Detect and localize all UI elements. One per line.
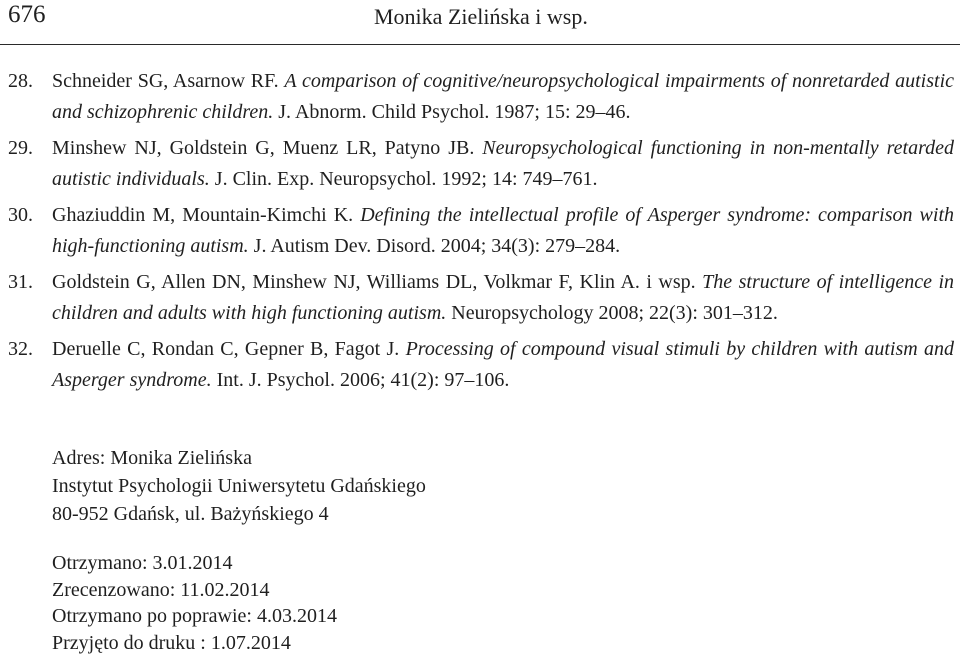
reference-number: 28. bbox=[8, 70, 33, 92]
accepted-date: Przyjęto do druku : 1.07.2014 bbox=[52, 631, 291, 654]
reference-list bbox=[8, 66, 954, 401]
reference-source: J. Autism Dev. Disord. 2004; 34(3): 279–284. bbox=[253, 235, 621, 257]
reference-number: 32. bbox=[8, 338, 33, 360]
reference-source: J. Clin. Exp. Neuropsychol. 1992; 14: 749–761. bbox=[214, 168, 598, 190]
received-date: Otrzymano: 3.01.2014 bbox=[52, 552, 233, 574]
reference-number: 29. bbox=[8, 137, 33, 159]
reference-title: Defining the intellectual profile of Asperger syndrome: comparison with high-functioning autism. bbox=[52, 204, 954, 257]
reference-item bbox=[8, 334, 954, 396]
address-name-line: Adres: Monika Zielińska bbox=[52, 447, 252, 469]
header-rule bbox=[0, 44, 960, 45]
reference-authors: Minshew NJ, Goldstein G, Muenz LR, Patyno JB. bbox=[52, 137, 475, 159]
reference-number: 31. bbox=[8, 271, 33, 293]
reference-authors: Schneider SG, Asarnow RF. bbox=[52, 70, 279, 92]
correspondence-address bbox=[52, 444, 426, 528]
reference-item bbox=[8, 200, 954, 262]
reference-item bbox=[8, 66, 954, 128]
reference-authors: Ghaziuddin M, Mountain-Kimchi K. bbox=[52, 204, 354, 226]
revised-date: Otrzymano po poprawie: 4.03.2014 bbox=[52, 605, 337, 627]
address-street-line: 80-952 Gdańsk, ul. Bażyńskiego 4 bbox=[52, 503, 329, 525]
reviewed-date: Zrecenzowano: 11.02.2014 bbox=[52, 578, 270, 601]
reference-title: Neuropsychological functioning in non-mentally retarded autistic individuals. bbox=[52, 137, 955, 190]
reference-title: Processing of compound visual stimuli by children with autism and Asperger syndrome. bbox=[52, 338, 954, 391]
page-header bbox=[0, 0, 960, 46]
running-title: Monika Zielińska i wsp. bbox=[374, 4, 588, 29]
editorial-dates bbox=[52, 550, 337, 656]
reference-item bbox=[8, 267, 954, 329]
reference-source: Neuropsychology 2008; 22(3): 301–312. bbox=[451, 302, 778, 324]
reference-source: J. Abnorm. Child Psychol. 1987; 15: 29–46. bbox=[278, 101, 631, 123]
reference-item bbox=[8, 133, 954, 195]
reference-number: 30. bbox=[8, 204, 33, 226]
reference-title: A comparison of cognitive/neuropsychological impairments of nonretarded autistic and schizophrenic children. bbox=[52, 70, 954, 123]
page-number: 676 bbox=[8, 1, 46, 28]
reference-source: Int. J. Psychol. 2006; 41(2): 97–106. bbox=[216, 369, 510, 391]
address-institution-line: Instytut Psychologii Uniwersytetu Gdańskiego bbox=[52, 475, 426, 497]
reference-title: The structure of intelligence in children and adults with high functioning autism. bbox=[52, 271, 954, 324]
reference-authors: Goldstein G, Allen DN, Minshew NJ, Williams DL, Volkmar F, Klin A. i wsp. bbox=[52, 271, 696, 293]
reference-authors: Deruelle C, Rondan C, Gepner B, Fagot J. bbox=[52, 338, 400, 360]
